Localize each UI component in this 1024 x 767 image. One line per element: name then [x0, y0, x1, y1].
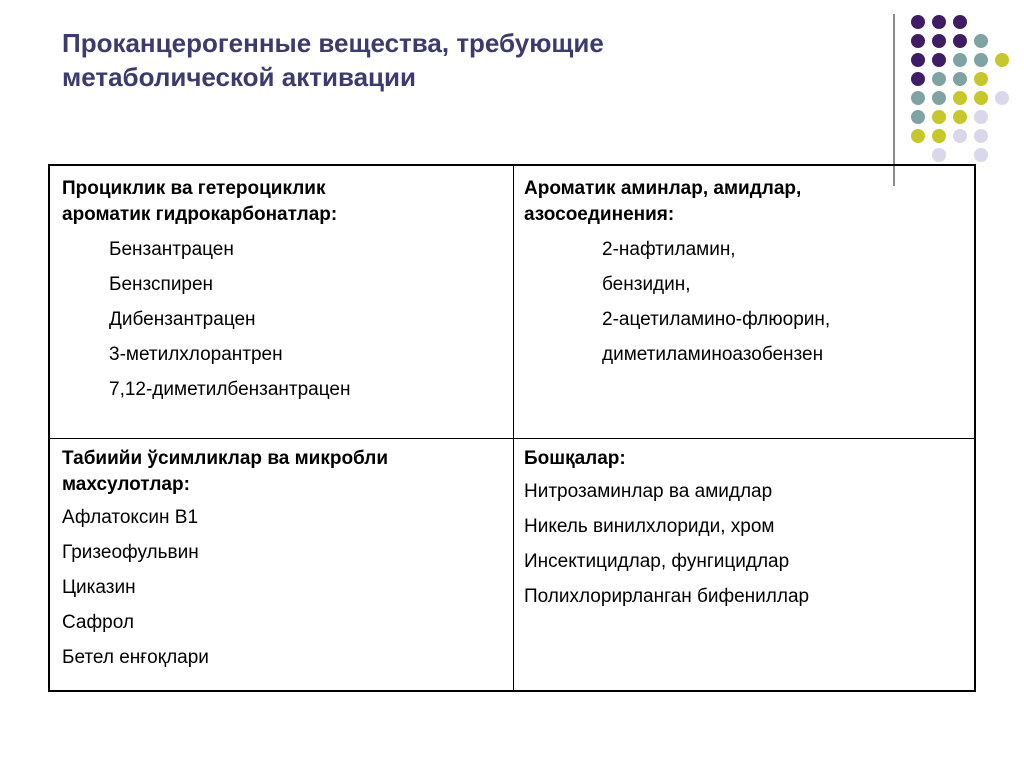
cell-heading-line: Ароматик аминлар, амидлар,: [524, 178, 802, 199]
dot-olive: [974, 72, 988, 86]
cell-heading-line: ароматик гидрокарбонатлар:: [62, 204, 338, 225]
dot-teal: [953, 72, 967, 86]
dot-teal: [974, 53, 988, 67]
table-vertical-divider: [513, 166, 514, 690]
dot-purple: [911, 15, 925, 29]
dot-lavender: [974, 129, 988, 143]
slide-title: [62, 26, 822, 94]
cell-aromatic-hydrocarbons: [62, 176, 502, 407]
dot-purple: [932, 53, 946, 67]
list-item: Никель винилхлориди, хром: [524, 516, 775, 537]
dot-purple: [932, 34, 946, 48]
list-item: Афлатоксин В1: [62, 507, 199, 528]
title-line-2: метаболической активации: [62, 62, 417, 92]
content-table: [48, 164, 976, 692]
dot-teal: [911, 110, 925, 124]
dot-olive: [911, 129, 925, 143]
list-item: Бензантрацен: [109, 239, 234, 260]
dot-lavender: [974, 148, 988, 162]
list-item: Полихлорирланган бифениллар: [524, 586, 810, 607]
dot-lavender: [995, 91, 1009, 105]
list-item: Сафрол: [62, 612, 134, 633]
cell-heading: [62, 446, 502, 498]
dot-teal: [974, 34, 988, 48]
list-item: Инсектицидлар, фунгицидлар: [524, 551, 790, 572]
dot-purple: [932, 15, 946, 29]
dot-teal: [953, 53, 967, 67]
list-item: Гризеофульвин: [62, 542, 199, 563]
dot-olive: [953, 110, 967, 124]
dot-lavender: [953, 129, 967, 143]
list-item: 2-нафтиламин,: [602, 239, 736, 260]
dot-olive: [974, 91, 988, 105]
cell-others: [524, 446, 964, 614]
list-item: Циказин: [62, 577, 136, 598]
dot-purple: [911, 53, 925, 67]
dot-purple: [911, 72, 925, 86]
title-line-1: Проканцерогенные вещества, требующие: [62, 28, 604, 58]
dot-purple: [953, 15, 967, 29]
cell-heading-line: Бошқалар:: [524, 448, 626, 469]
dot-lavender: [932, 148, 946, 162]
dot-teal: [911, 91, 925, 105]
list-item: бензидин,: [602, 274, 691, 295]
dot-teal: [932, 91, 946, 105]
dot-teal: [932, 72, 946, 86]
dot-purple: [953, 34, 967, 48]
list-item: Бензспирен: [109, 274, 214, 295]
dot-olive: [932, 110, 946, 124]
cell-heading-line: азосоединения:: [524, 204, 675, 225]
cell-heading-line: Процикли​к ва гетероциклик: [62, 178, 326, 199]
list-item: Нитрозаминлар ва амидлар: [524, 481, 773, 502]
cell-heading-line: Табиийи ўсимликлар ва микробли: [62, 448, 389, 469]
list-item: Бетел енғоқлари: [62, 647, 209, 668]
cell-heading: [524, 446, 964, 472]
table-horizontal-divider: [50, 438, 974, 439]
list-item: Дибензантрацен: [109, 309, 256, 330]
list-item: диметиламиноазобензен: [602, 344, 824, 365]
dot-purple: [911, 34, 925, 48]
list-item: 7,12-диметилбензантрацен: [109, 379, 351, 400]
cell-heading: [62, 176, 502, 228]
list-item: 3-метилхлорантрен: [109, 344, 283, 365]
cell-natural-products: [62, 446, 502, 675]
cell-heading-line: махсулотлар:: [62, 474, 190, 495]
dot-lavender: [974, 110, 988, 124]
cell-heading: [524, 176, 964, 228]
dot-olive: [953, 91, 967, 105]
decorative-vertical-line: [893, 14, 895, 186]
dot-olive: [932, 129, 946, 143]
list-item: 2-ацетиламино-флюорин,: [602, 309, 831, 330]
dot-olive: [995, 53, 1009, 67]
cell-aromatic-amines: [524, 176, 964, 372]
